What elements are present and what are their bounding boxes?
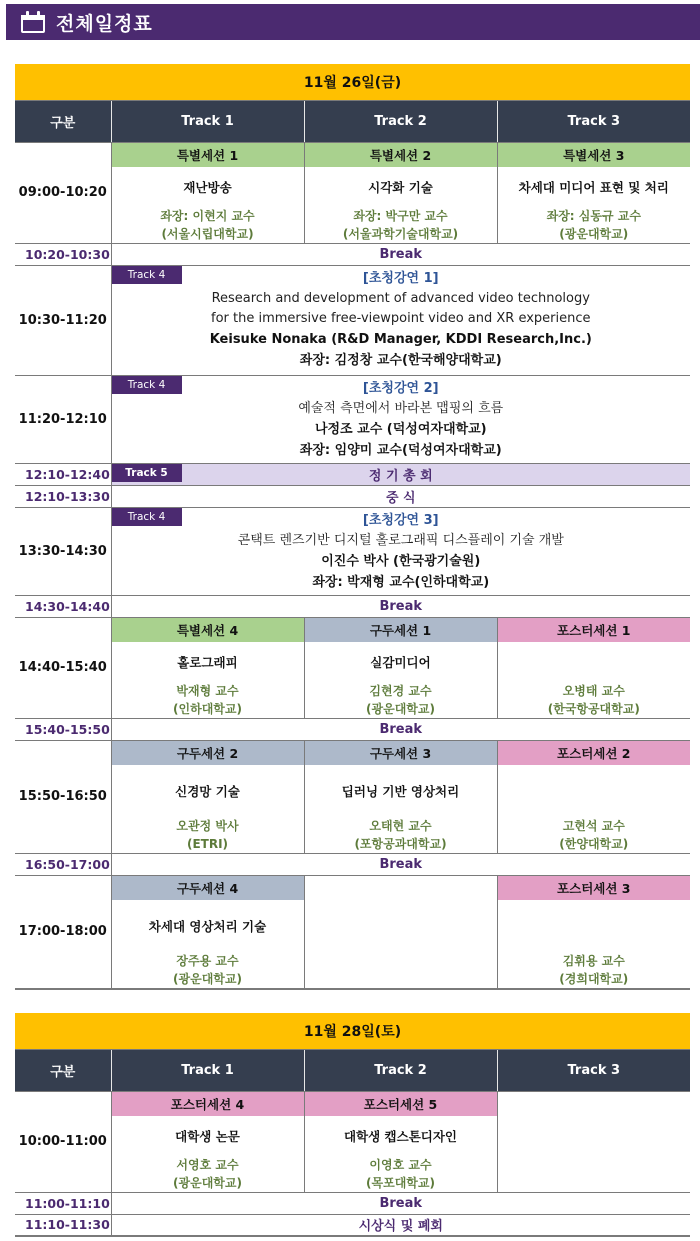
session-header: 구두세션 1 bbox=[305, 618, 497, 642]
talk-topic: for the immersive free-viewpoint video and XR experience bbox=[211, 310, 591, 326]
time-slot: 09:00-10:20 bbox=[15, 142, 111, 243]
assembly-label: 정 기 총 회 bbox=[368, 468, 433, 484]
session-cell bbox=[497, 142, 690, 243]
session-title: 차세대 미디어 표현 및 처리 bbox=[518, 179, 669, 195]
date-heading: 11월 28일(토) bbox=[15, 1013, 690, 1049]
session-header: 특별세션 2 bbox=[305, 143, 497, 167]
time-slot: 12:10-12:40 bbox=[15, 463, 111, 485]
column-header-track: Track 1 bbox=[111, 1049, 304, 1091]
page-header bbox=[6, 4, 700, 40]
session-cell bbox=[111, 740, 304, 853]
track-tag: Track 4 bbox=[112, 508, 182, 526]
session-cell bbox=[497, 875, 690, 989]
session-header: 포스터세션 5 bbox=[305, 1092, 497, 1116]
session-header: 포스터세션 1 bbox=[498, 618, 691, 642]
session-affiliation: (한양대학교) bbox=[559, 836, 629, 851]
general-assembly bbox=[111, 463, 690, 485]
column-header-track: Track 1 bbox=[111, 100, 304, 142]
track-tag: Track 5 bbox=[112, 464, 182, 482]
closing-label: 시상식 및 폐회 bbox=[111, 1214, 690, 1236]
session-cell bbox=[304, 142, 497, 243]
session-chair: 김현경 교수 bbox=[369, 683, 432, 698]
talk-topic: 예술적 측면에서 바라본 맵핑의 흐름 bbox=[298, 400, 504, 416]
session-affiliation: (경희대학교) bbox=[559, 971, 629, 986]
session-header: 특별세션 4 bbox=[112, 618, 304, 642]
session-cell bbox=[497, 740, 690, 853]
page-title: 전체일정표 bbox=[56, 12, 153, 35]
session-header: 구두세션 4 bbox=[112, 876, 304, 900]
invited-talk-title: [초청강연 3] bbox=[362, 512, 439, 528]
session-affiliation: (광운대학교) bbox=[173, 971, 242, 986]
session-cell bbox=[111, 617, 304, 718]
session-chair: 좌장: 이현지 교수 bbox=[160, 208, 255, 223]
session-title bbox=[498, 900, 691, 952]
lunch-label: 중 식 bbox=[111, 485, 690, 507]
schedule-table-day2 bbox=[15, 1013, 690, 1237]
time-slot: 13:30-14:30 bbox=[15, 507, 111, 595]
talk-topic: Research and development of advanced video technology bbox=[211, 290, 590, 306]
session-header: 포스터세션 2 bbox=[498, 741, 691, 765]
session-affiliation: (한국항공대학교) bbox=[547, 701, 640, 716]
track-tag: Track 4 bbox=[112, 266, 182, 284]
column-header-time: 구분 bbox=[15, 1049, 111, 1091]
session-affiliation: (서울과학기술대학교) bbox=[342, 226, 459, 241]
session-title: 홀로그래피 bbox=[177, 654, 238, 670]
session-header: 특별세션 1 bbox=[112, 143, 304, 167]
session-affiliation: (ETRI) bbox=[186, 836, 229, 851]
session-chair: 좌장: 심동규 교수 bbox=[546, 208, 641, 223]
schedule-table-day1 bbox=[15, 64, 690, 990]
session-title: 신경망 기술 bbox=[175, 783, 240, 799]
speaker: 나정조 교수 (덕성여자대학교) bbox=[314, 421, 487, 437]
time-slot: 10:20-10:30 bbox=[15, 243, 111, 265]
time-slot: 11:00-11:10 bbox=[15, 1192, 111, 1214]
session-title: 딥러닝 기반 영상처리 bbox=[341, 783, 460, 799]
session-cell bbox=[497, 617, 690, 718]
invited-talk-title: [초청강연 2] bbox=[362, 380, 439, 396]
column-header-track: Track 3 bbox=[497, 100, 690, 142]
time-slot: 11:10-11:30 bbox=[15, 1214, 111, 1236]
talk-topic: 콘택트 렌즈기반 디지털 홀로그래픽 디스플레이 기술 개발 bbox=[237, 532, 564, 548]
invited-talk-cell bbox=[111, 375, 690, 463]
calendar-icon bbox=[20, 10, 46, 34]
session-affiliation: (인하대학교) bbox=[173, 701, 242, 716]
chair: 좌장: 김정창 교수(한국해양대학교) bbox=[299, 352, 502, 368]
time-slot: 14:30-14:40 bbox=[15, 595, 111, 617]
session-cell bbox=[304, 740, 497, 853]
break-label: Break bbox=[111, 1192, 690, 1214]
session-affiliation: (포항공과대학교) bbox=[354, 836, 447, 851]
session-chair: 좌장: 박구만 교수 bbox=[353, 208, 448, 223]
session-cell bbox=[111, 142, 304, 243]
column-header-time: 구분 bbox=[15, 100, 111, 142]
invited-talk-title: [초청강연 1] bbox=[362, 270, 439, 286]
session-title: 차세대 영상처리 기술 bbox=[148, 918, 267, 934]
invited-talk-cell bbox=[111, 507, 690, 595]
session-cell bbox=[304, 617, 497, 718]
date-heading: 11월 26일(금) bbox=[15, 64, 690, 100]
break-label: Break bbox=[111, 243, 690, 265]
session-header: 특별세션 3 bbox=[498, 143, 691, 167]
session-title: 재난방송 bbox=[183, 179, 232, 195]
session-chair: 고현석 교수 bbox=[562, 818, 625, 833]
time-slot: 14:40-15:40 bbox=[15, 617, 111, 718]
time-slot: 10:00-11:00 bbox=[15, 1091, 111, 1192]
session-header: 포스터세션 4 bbox=[112, 1092, 304, 1116]
break-label: Break bbox=[111, 595, 690, 617]
column-header-track: Track 3 bbox=[497, 1049, 690, 1091]
invited-talk-cell bbox=[111, 265, 690, 375]
chair: 좌장: 임양미 교수(덕성여자대학교) bbox=[299, 442, 502, 458]
session-title bbox=[498, 642, 691, 682]
time-slot: 15:40-15:50 bbox=[15, 718, 111, 740]
session-affiliation: (광운대학교) bbox=[173, 1175, 242, 1190]
session-cell bbox=[111, 1091, 304, 1192]
session-affiliation: (광운대학교) bbox=[366, 701, 435, 716]
time-slot: 12:10-13:30 bbox=[15, 485, 111, 507]
session-chair: 서영호 교수 bbox=[176, 1157, 239, 1172]
session-chair: 오태현 교수 bbox=[369, 818, 432, 833]
time-slot: 17:00-18:00 bbox=[15, 875, 111, 989]
column-header-track: Track 2 bbox=[304, 100, 497, 142]
session-affiliation: (서울시립대학교) bbox=[161, 226, 254, 241]
session-chair: 장주용 교수 bbox=[176, 953, 239, 968]
session-affiliation: (목포대학교) bbox=[366, 1175, 435, 1190]
track-tag: Track 4 bbox=[112, 376, 182, 394]
speaker: Keisuke Nonaka (R&D Manager, KDDI Research,Inc.) bbox=[209, 331, 592, 347]
session-title: 시각화 기술 bbox=[368, 179, 433, 195]
time-slot: 10:30-11:20 bbox=[15, 265, 111, 375]
session-title: 대학생 논문 bbox=[175, 1128, 240, 1144]
session-header: 구두세션 2 bbox=[112, 741, 304, 765]
session-title: 실감미디어 bbox=[370, 654, 431, 670]
session-header: 구두세션 3 bbox=[305, 741, 497, 765]
session-chair: 김휘용 교수 bbox=[562, 953, 625, 968]
session-title bbox=[498, 765, 691, 817]
session-chair: 이영호 교수 bbox=[369, 1157, 432, 1172]
empty-cell bbox=[497, 1091, 690, 1192]
session-title: 대학생 캡스톤디자인 bbox=[343, 1128, 458, 1144]
column-header-track: Track 2 bbox=[304, 1049, 497, 1091]
session-chair: 오관정 박사 bbox=[176, 818, 239, 833]
break-label: Break bbox=[111, 718, 690, 740]
session-affiliation: (광운대학교) bbox=[559, 226, 629, 241]
time-slot: 11:20-12:10 bbox=[15, 375, 111, 463]
empty-cell bbox=[304, 875, 497, 989]
session-cell bbox=[304, 1091, 497, 1192]
session-header: 포스터세션 3 bbox=[498, 876, 691, 900]
break-label: Break bbox=[111, 853, 690, 875]
speaker: 이진수 박사 (한국광기술원) bbox=[321, 553, 481, 569]
session-cell bbox=[111, 875, 304, 989]
time-slot: 16:50-17:00 bbox=[15, 853, 111, 875]
chair: 좌장: 박재형 교수(인하대학교) bbox=[312, 574, 490, 590]
session-chair: 오병태 교수 bbox=[562, 683, 625, 698]
time-slot: 15:50-16:50 bbox=[15, 740, 111, 853]
session-chair: 박재형 교수 bbox=[176, 683, 239, 698]
